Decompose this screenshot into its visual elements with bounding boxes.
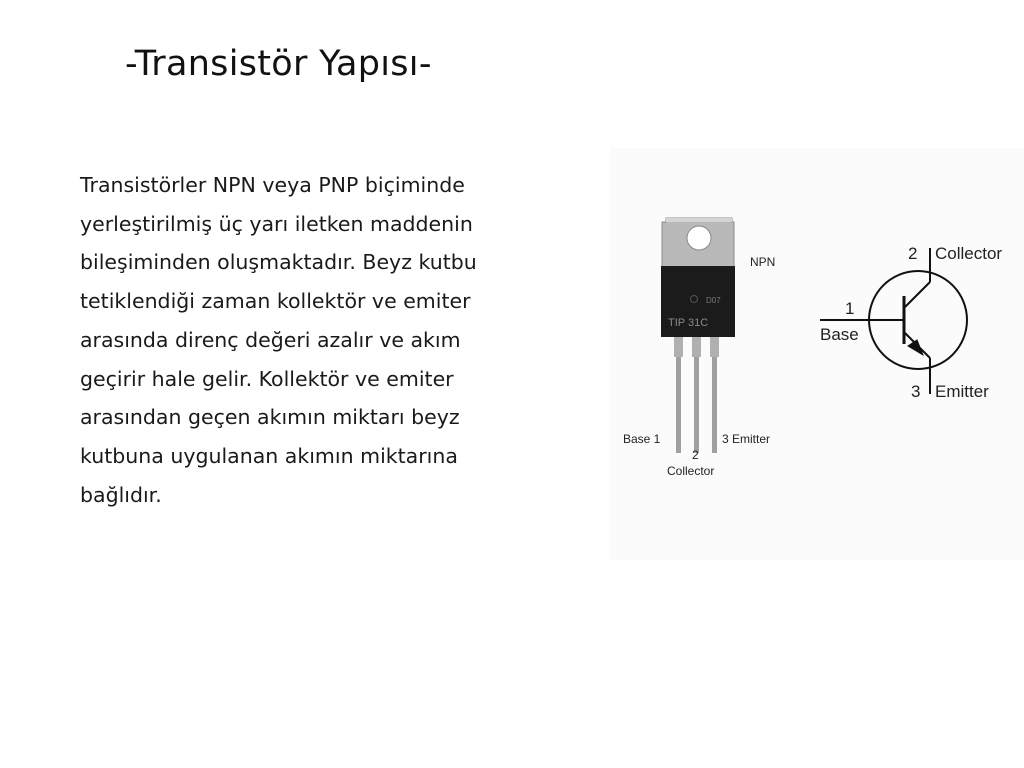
lead-emitter-upper [710, 337, 719, 357]
lead-base [676, 357, 681, 453]
paragraph-line: arasından geçen akımın miktarı beyz [80, 405, 460, 430]
symbol-collector-number: 2 [908, 244, 918, 263]
paragraph-line: Transistörler NPN veya PNP biçiminde [80, 173, 465, 197]
lead-collector [694, 357, 699, 453]
paragraph-line: bileşiminden oluşmaktadır. Beyz kutbu [80, 250, 477, 275]
package-code: D07 [706, 296, 721, 305]
to220-package [623, 218, 775, 478]
lead-collector-upper [692, 337, 701, 357]
symbol-base-label: Base [820, 325, 859, 344]
npn-transistor-symbol-icon [820, 248, 967, 394]
symbol-base-number: 1 [845, 299, 855, 318]
paragraph-line: arasında direnç değeri azalır ve akım [80, 327, 461, 352]
paragraph-line: tetiklendiği zaman kollektör ve emiter [80, 289, 471, 314]
lead-base-upper [674, 337, 683, 357]
transistor-diagram [610, 148, 1024, 560]
symbol-emitter-label: Emitter [935, 382, 989, 401]
package-leads [674, 337, 719, 453]
slide-title: -Transistör Yapısı- [125, 44, 432, 84]
paragraph-line: bağlıdır. [80, 482, 162, 507]
package-marking: TIP 31C [668, 317, 709, 329]
pin-label-base: Base 1 [623, 432, 661, 446]
paragraph-line: kutbuna uygulanan akımın miktarına [80, 443, 458, 468]
symbol-collector-label: Collector [935, 244, 1003, 263]
body-paragraph [80, 166, 580, 514]
lead-emitter [712, 357, 717, 453]
pin-label-collector: Collector [667, 464, 715, 478]
paragraph-line: geçirir hale gelir. Kollektör ve emiter [80, 366, 454, 391]
pin-label-emitter: 3 Emitter [722, 432, 771, 446]
transistor-figure [610, 148, 1024, 560]
symbol-emitter-number: 3 [911, 382, 921, 401]
symbol-collector-line [904, 282, 930, 308]
mounting-hole [687, 226, 711, 250]
tab-edge [666, 218, 732, 222]
pin-label-collector-number: 2 [692, 448, 699, 462]
package-type-label: NPN [750, 255, 776, 269]
paragraph-line: yerleştirilmiş üç yarı iletken maddenin [80, 211, 473, 236]
